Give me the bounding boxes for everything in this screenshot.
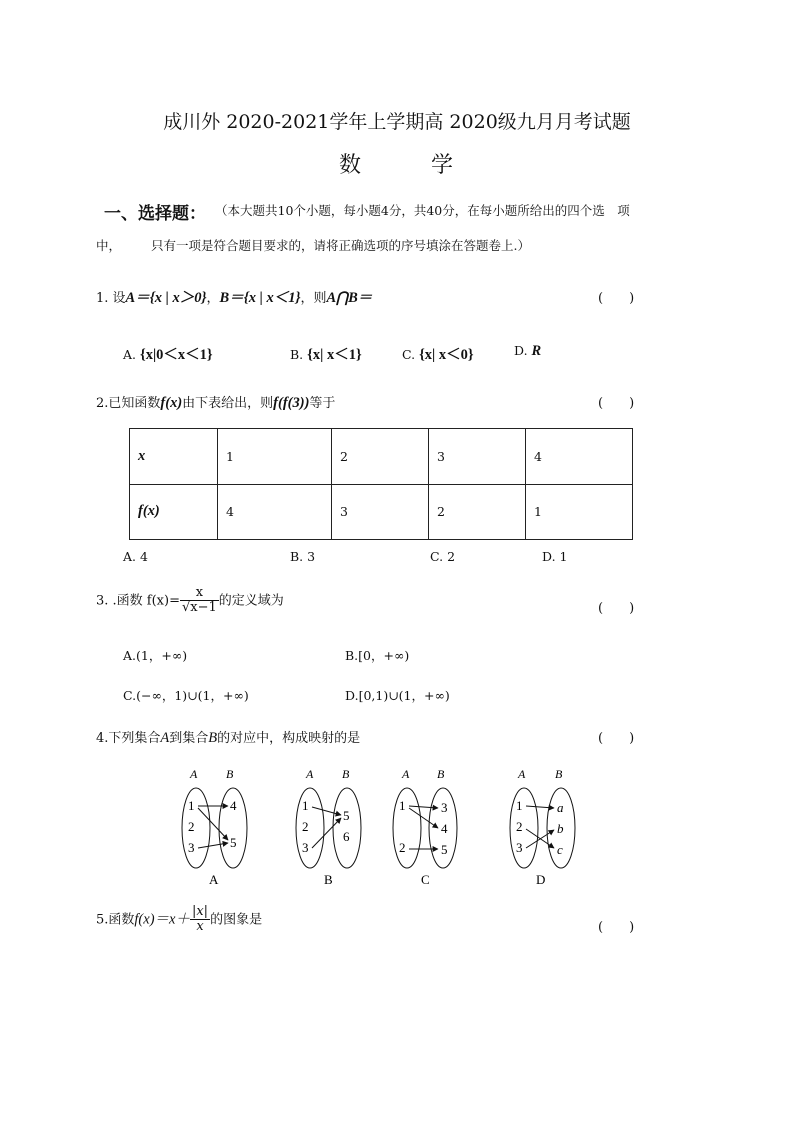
q3-option-b-text: [0，+∞) (358, 648, 410, 663)
diagram-d-right-2: b (557, 821, 564, 836)
diagram-c-right-2: 4 (441, 821, 448, 836)
diagram-b-arrow (312, 818, 341, 848)
q1-prefix: 1. 设 (96, 291, 126, 306)
diagram-a-right-2: 5 (230, 835, 237, 850)
q3-denominator: √x−1 (181, 600, 217, 616)
diagram-c-ellipse-a (393, 788, 421, 868)
table-cell: 1 (218, 429, 332, 485)
q4-answer-paren: ( ) (598, 731, 635, 746)
q4-text-b: 到集合 (169, 731, 209, 746)
question-2 (96, 392, 335, 412)
table-cell: 4 (218, 484, 332, 540)
q3-prefix: 3. .函数 f(x)= (96, 593, 180, 609)
question-5 (96, 905, 262, 935)
q2-prefix: 2.已知函数 (96, 396, 161, 411)
diagram-b-right-2: 6 (343, 829, 350, 844)
diagram-c-arrow (409, 808, 438, 828)
diagram-d-left-2: 2 (516, 819, 523, 834)
diagram-b-left-2: 2 (302, 819, 309, 834)
q3-option-d-text: [0,1)∪(1，+∞) (358, 688, 450, 703)
q2-expr: f(f(3)) (273, 395, 310, 411)
question-3 (96, 586, 284, 616)
q5-fraction (190, 905, 210, 935)
q2-fx: f(x) (160, 395, 183, 411)
q2-option-b-text: 3 (307, 549, 316, 564)
diagram-b-ellipse-b (333, 788, 361, 868)
q3-option-c-label: C. (123, 688, 137, 703)
q2-option-d-label: D. (542, 549, 556, 564)
diagram-a-left-3: 3 (188, 840, 195, 855)
diagram-d-set-a-label: A (518, 767, 526, 781)
q5-suffix: 的图象是 (210, 912, 263, 928)
q3-option-c-text: (−∞，1)∪(1，+∞) (136, 688, 249, 703)
q1-option-d[interactable] (514, 343, 541, 360)
subject-char-1: 数 (338, 153, 363, 178)
diagram-a-set-a-label: A (190, 767, 198, 781)
q3-suffix: 的定义域为 (218, 593, 284, 609)
table-cell: 1 (526, 484, 633, 540)
q3-option-d[interactable] (345, 686, 450, 704)
q2-option-d-text: 1 (559, 549, 568, 564)
q1-option-a-text: {x|0＜x＜1} (140, 347, 213, 363)
mapping-diagrams (0, 760, 794, 890)
table-cell: 3 (332, 484, 429, 540)
diagram-d-right-3: c (557, 842, 563, 857)
q2-option-b-label: B. (290, 549, 304, 564)
diagram-c-set-b-label: B (437, 767, 445, 781)
diagram-b-right-1: 5 (343, 808, 350, 823)
diagram-d-caption: D (536, 872, 546, 887)
mapping-diagram-d[interactable] (510, 767, 575, 887)
q3-option-a[interactable] (123, 646, 187, 664)
diagram-d-left-3: 3 (516, 840, 523, 855)
diagram-d-set-b-label: B (555, 767, 563, 781)
q3-answer-paren: ( ) (598, 601, 635, 616)
q1-mid: ，则 (300, 291, 327, 306)
diagram-b-arrow (312, 807, 341, 815)
q5-denominator: x (196, 919, 204, 935)
q2-option-a[interactable] (123, 549, 148, 564)
q5-answer-paren: ( ) (598, 920, 635, 935)
q2-option-a-label: A. (123, 549, 137, 564)
diagram-d-right-1: a (557, 800, 564, 815)
diagram-b-left-3: 3 (302, 840, 309, 855)
q1-option-d-text: R (531, 343, 542, 359)
q1-option-c-label: C. (402, 347, 416, 362)
diagram-a-set-b-label: B (226, 767, 234, 781)
q1-sep: ， (206, 291, 220, 306)
q4-text-a: 4.下列集合 (96, 731, 161, 746)
diagram-c-set-a-label: A (402, 767, 410, 781)
mapping-diagram-b[interactable] (296, 767, 361, 887)
q5-fx: f(x)＝x＋ (134, 911, 190, 928)
q2-suffix: 等于 (309, 396, 336, 411)
table-cell: 2 (332, 429, 429, 485)
diagram-a-arrow (198, 808, 228, 840)
q2-option-c-text: 2 (447, 549, 456, 564)
q2-option-b[interactable] (290, 549, 315, 564)
q3-option-a-text: (1，+∞) (136, 648, 188, 663)
table-cell: x (130, 429, 218, 485)
diagram-d-arrow (526, 806, 554, 808)
q1-set-a: A＝{x | x＞0} (125, 290, 207, 306)
diagram-a-arrow (198, 843, 228, 848)
section-heading: 一、选择题： (104, 204, 206, 224)
diagram-c-right-1: 3 (441, 800, 448, 815)
diagram-b-ellipse-a (296, 788, 324, 868)
table-cell: 2 (429, 484, 526, 540)
q3-option-b-label: B. (345, 648, 359, 663)
diagram-b-set-a-label: A (306, 767, 314, 781)
q1-answer-paren: ( ) (598, 291, 635, 306)
diagram-c-caption: C (421, 872, 430, 887)
q1-option-c-text: {x| x＜0} (419, 347, 474, 363)
mapping-diagram-a[interactable] (182, 767, 247, 887)
diagram-a-ellipse-a (182, 788, 210, 868)
q1-option-c[interactable] (402, 343, 474, 364)
q3-option-b[interactable] (345, 646, 409, 664)
section-note-line1: （本大题共10个小题，每小题4分，共40分，在每小题所给出的四个选 项 (215, 203, 630, 218)
q1-set-b: B＝{x | x＜1} (219, 290, 301, 306)
table-row (130, 429, 633, 485)
diagram-a-left-2: 2 (188, 819, 195, 834)
q1-option-d-label: D. (514, 343, 528, 358)
q4-set-b: B (208, 730, 218, 746)
q2-mid: 由下表给出，则 (182, 396, 274, 411)
exam-title: 成川外 2020-2021学年上学期高 2020级九月月考试题 (163, 111, 631, 133)
q2-option-c[interactable] (430, 549, 455, 564)
q1-expr: A⋂B＝ (326, 290, 373, 306)
subject-char-2: 学 (431, 153, 456, 178)
table-cell: f(x) (130, 484, 218, 540)
diagram-c-right-3: 5 (441, 842, 448, 857)
q2-option-c-label: C. (430, 549, 444, 564)
subject-title (0, 148, 794, 179)
section-note-line2a: 中， (96, 238, 122, 253)
table-cell: 4 (526, 429, 633, 485)
table-cell: 3 (429, 429, 526, 485)
q3-option-d-label: D. (345, 688, 359, 703)
q4-text-c: 的对应中，构成映射的是 (217, 731, 361, 746)
q2-option-d[interactable] (542, 549, 568, 564)
q1-option-b[interactable] (290, 343, 362, 364)
diagram-c-arrow (409, 806, 438, 808)
diagram-b-set-b-label: B (342, 767, 350, 781)
section-note-line2b: 只有一项是符合题目要求的，请将正确选项的序号填涂在答题卷上.） (151, 238, 530, 253)
diagram-b-left-1: 1 (302, 798, 309, 813)
q4-set-a: A (160, 730, 170, 746)
q3-numerator: x (180, 586, 219, 601)
diagram-d-ellipse-a (510, 788, 538, 868)
q1-option-a-label: A. (123, 347, 137, 362)
q2-option-a-text: 4 (140, 549, 148, 564)
question-1 (96, 286, 372, 307)
q1-option-b-text: {x| x＜1} (307, 347, 362, 363)
diagram-c-left-2: 2 (399, 840, 406, 855)
mapping-diagram-c[interactable] (393, 767, 457, 887)
q1-option-a[interactable] (123, 343, 213, 364)
diagram-a-right-1: 4 (230, 798, 237, 813)
q3-option-a-label: A. (123, 648, 137, 663)
question-4 (96, 727, 360, 747)
diagram-b-caption: B (324, 872, 333, 887)
q3-fraction (180, 586, 219, 616)
q1-option-b-label: B. (290, 347, 304, 362)
diagram-a-caption: A (209, 872, 219, 887)
diagram-a-left-1: 1 (188, 798, 195, 813)
function-table (129, 428, 633, 540)
q2-answer-paren: ( ) (598, 396, 635, 411)
diagram-d-left-1: 1 (516, 798, 523, 813)
q3-option-c[interactable] (123, 686, 249, 704)
q5-numerator: |x| (191, 904, 209, 919)
table-row (130, 484, 633, 540)
diagram-c-left-1: 1 (399, 798, 406, 813)
q5-prefix: 5.函数 (96, 912, 135, 928)
